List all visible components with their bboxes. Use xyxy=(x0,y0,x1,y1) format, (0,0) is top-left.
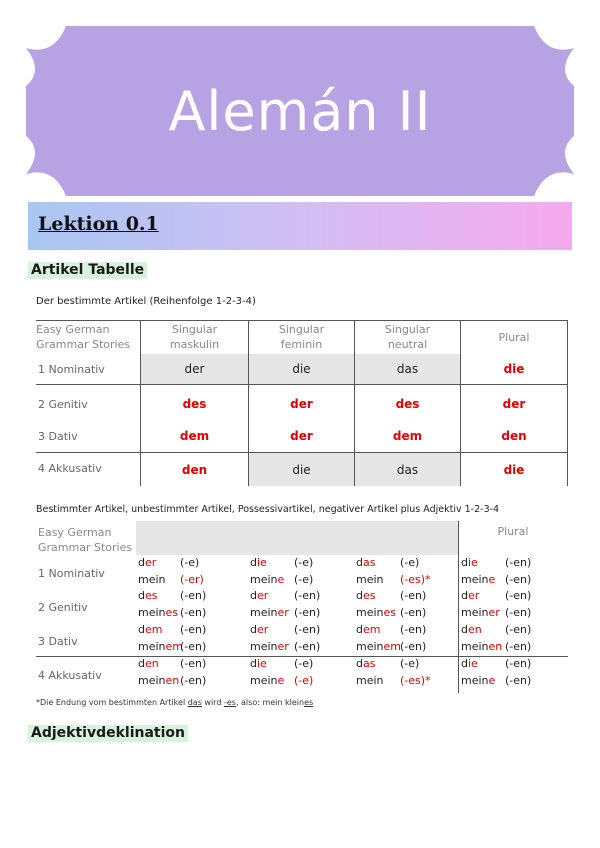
table2-ending: (-e) xyxy=(294,573,314,586)
article-table-1 xyxy=(36,320,568,486)
table2-ending: (-e) xyxy=(400,657,420,670)
table2-word: meinen xyxy=(138,674,180,687)
table2-word: die xyxy=(250,556,267,569)
table2-ending: (-en) xyxy=(294,640,321,653)
table2-ending: (-es)* xyxy=(400,573,431,586)
table2-ending: (-en) xyxy=(180,674,207,687)
table1-case-genitiv: 2 Genitiv xyxy=(38,398,88,411)
table2-ending: (-en) xyxy=(400,640,427,653)
table2-word: mein xyxy=(356,573,384,586)
table2-word: des xyxy=(138,589,158,602)
table2-word: meine xyxy=(250,573,285,586)
table1-header-plural: Plural xyxy=(498,330,530,344)
table2-case-akkusativ: 4 Akkusativ xyxy=(38,669,102,682)
table2-corner-line1: Easy German xyxy=(38,526,112,539)
table2-word: mein xyxy=(138,573,166,586)
table1-cell: die xyxy=(292,362,311,376)
table2-ending: (-er) xyxy=(180,573,204,586)
table2-word: meinem xyxy=(138,640,183,653)
table2-word: meiner xyxy=(461,606,500,619)
table2-word: meine xyxy=(461,674,496,687)
table1-cell: die xyxy=(292,462,311,477)
table1-cell: den xyxy=(181,462,208,477)
table1-cell: dem xyxy=(179,429,210,443)
table2-ending: (-en) xyxy=(180,589,207,602)
table2-word: meinen xyxy=(461,640,503,653)
table2-corner-line2: Grammar Stories xyxy=(38,541,133,554)
table2-word: meinem xyxy=(356,640,401,653)
table1-corner-line2: Grammar Stories xyxy=(36,338,131,351)
table2-word: der xyxy=(138,556,157,569)
table2-word: dem xyxy=(356,623,381,636)
table1-header-feminin: Singular feminin xyxy=(278,323,325,351)
table2-word: meine xyxy=(461,573,496,586)
table2-ending: (-en) xyxy=(294,606,321,619)
table2-header-bg xyxy=(354,521,458,555)
table2-ending: (-en) xyxy=(505,623,532,636)
table2-ending: (-en) xyxy=(505,674,532,687)
table2-word: meine xyxy=(250,674,285,687)
table2-header-plural: Plural xyxy=(497,524,529,538)
table2-ending: (-e) xyxy=(400,556,420,569)
table2-word: mein xyxy=(356,674,384,687)
section-heading-artikel: Artikel Tabelle xyxy=(28,262,147,279)
table2-ending: (-en) xyxy=(180,657,207,670)
table2-case-dativ: 3 Dativ xyxy=(38,635,78,648)
table2-word: meiner xyxy=(250,640,289,653)
table2-ending: (-en) xyxy=(505,657,532,670)
table2-ending: (-es)* xyxy=(400,674,431,687)
table1-caption: Der bestimmte Artikel (Reihenfolge 1-2-3-4) xyxy=(36,296,256,307)
table2-header-bg xyxy=(248,521,354,555)
title-banner xyxy=(26,26,574,196)
table2-word: meiner xyxy=(250,606,289,619)
table1-cell: des xyxy=(395,397,420,411)
table2-word: meines xyxy=(138,606,179,619)
lesson-title: Lektion 0.1 xyxy=(38,213,159,235)
table1-corner-line1: Easy German xyxy=(36,323,110,336)
table2-ending: (-en) xyxy=(400,623,427,636)
table2-word: die xyxy=(250,657,267,670)
table1-header-maskulin: Singular maskulin xyxy=(169,323,220,351)
table1-header-neutral: Singular neutral xyxy=(384,323,431,351)
table2-ending: (-en) xyxy=(505,589,532,602)
table1-case-nominativ: 1 Nominativ xyxy=(38,363,105,376)
table2-word: des xyxy=(356,589,376,602)
table2-word: der xyxy=(461,589,480,602)
table1-cell: die xyxy=(503,462,525,477)
table2-caption: Bestimmter Artikel, unbestimmter Artikel, Possessivartikel, negativer Artikel plus Adjektiv 1-2-3-4 xyxy=(36,504,500,515)
table2-word: die xyxy=(461,657,478,670)
table2-word: den xyxy=(138,657,159,670)
table1-cell: den xyxy=(501,429,527,443)
lesson-header xyxy=(28,202,572,250)
table2-ending: (-en) xyxy=(400,606,427,619)
table2-header-bg xyxy=(136,521,248,555)
table2-word: die xyxy=(461,556,478,569)
table2-case-nominativ: 1 Nominativ xyxy=(38,567,105,580)
table2-ending: (-en) xyxy=(505,640,532,653)
table1-cell: der xyxy=(502,397,526,411)
table2-ending: (-en) xyxy=(400,589,427,602)
table1-cell: der xyxy=(290,429,313,443)
page-title: Alemán II xyxy=(168,79,432,143)
table2-ending: (-e) xyxy=(294,556,314,569)
table2-word: der xyxy=(250,589,269,602)
table2-word: den xyxy=(461,623,482,636)
table2-word: meines xyxy=(356,606,397,619)
table2-ending: (-en) xyxy=(505,606,532,619)
table2-ending: (-e) xyxy=(294,657,314,670)
table2-ending: (-en) xyxy=(180,606,207,619)
table2-ending: (-en) xyxy=(294,623,321,636)
table1-cell: das xyxy=(396,462,419,477)
table2-ending: (-en) xyxy=(294,589,321,602)
table1-cell: das xyxy=(396,362,419,376)
table1-cell: dem xyxy=(392,429,423,443)
table2-case-genitiv: 2 Genitiv xyxy=(38,601,88,614)
table2-word: das xyxy=(356,657,376,670)
table1-cell: die xyxy=(503,362,525,376)
table2-ending: (-e) xyxy=(294,674,314,687)
table2-footnote: *Die Endung vom bestimmten Artikel das wird -es, also: mein kleines xyxy=(36,698,314,707)
table2-ending: (-en) xyxy=(505,556,532,569)
article-table-2 xyxy=(36,521,568,693)
table2-word: der xyxy=(250,623,269,636)
table2-ending: (-en) xyxy=(505,573,532,586)
table1-cell: der xyxy=(184,362,205,376)
table1-case-dativ: 3 Dativ xyxy=(38,430,78,443)
table1-cell: der xyxy=(290,397,313,411)
table2-word: das xyxy=(356,556,376,569)
section-heading-adjektiv: Adjektivdeklination xyxy=(28,725,188,742)
table2-word: dem xyxy=(138,623,163,636)
table2-ending: (-en) xyxy=(180,623,207,636)
table1-case-akkusativ: 4 Akkusativ xyxy=(38,462,102,475)
table1-cell: des xyxy=(182,397,207,411)
table2-ending: (-en) xyxy=(180,640,207,653)
table2-ending: (-e) xyxy=(180,556,200,569)
